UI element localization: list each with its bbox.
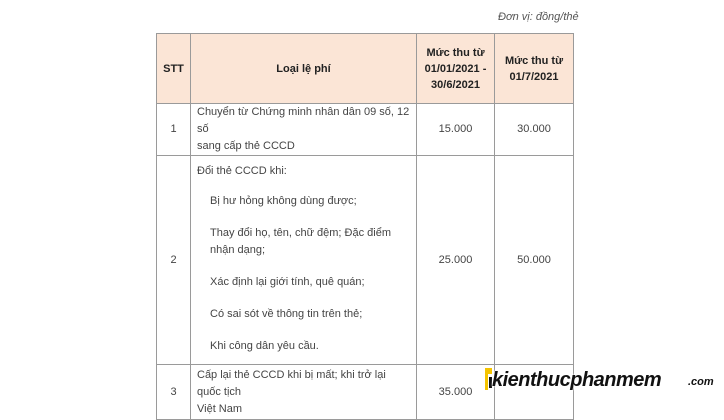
- cell-desc-line: sang cấp thẻ CCCD: [197, 140, 295, 152]
- logo-domain: .com: [688, 376, 714, 388]
- table-row: [157, 104, 574, 156]
- watermark-logo: [483, 368, 723, 392]
- header-rate-2021-h1: [417, 34, 495, 104]
- cell-intro: Đổi thẻ CCCD khi:: [197, 165, 287, 177]
- fee-table: [156, 33, 574, 420]
- cell-stt: 3: [157, 365, 191, 420]
- list-item: Bị hư hỏng không dùng được;: [210, 195, 357, 207]
- table-header-row: [157, 34, 574, 104]
- cell-desc-line: Chuyển từ Chứng minh nhân dân 09 số, 12 số: [197, 106, 410, 135]
- logo-wordmark: kienthucphanmem: [492, 369, 662, 391]
- cell-fee-type: [191, 365, 417, 420]
- header-stt: STT: [157, 34, 191, 104]
- cell-fee-h1: 15.000: [417, 104, 495, 156]
- header-rate-h1-line2: 01/01/2021 -: [424, 62, 487, 75]
- header-rate-h1-line3: 30/6/2021: [431, 78, 480, 91]
- unit-note: Đơn vị: đồng/thẻ: [498, 11, 579, 23]
- header-rate-h1-line1: Mức thu từ: [426, 46, 485, 59]
- cell-fee-h1: 25.000: [417, 156, 495, 365]
- cell-fee-type: [191, 104, 417, 156]
- cell-fee-h1: 35.000: [417, 365, 495, 420]
- condition-list: [197, 193, 410, 355]
- cell-fee-h2: 50.000: [495, 156, 574, 365]
- header-rate-2021-h2: [495, 34, 574, 104]
- table-row: [157, 156, 574, 365]
- list-item: Xác định lại giới tính, quê quán;: [210, 276, 365, 288]
- header-rate-h2-line2: 01/7/2021: [509, 70, 559, 83]
- list-item: Có sai sót về thông tin trên thẻ;: [210, 308, 363, 320]
- cell-fee-type: [191, 156, 417, 365]
- cell-stt: 1: [157, 104, 191, 156]
- list-item: Khi công dân yêu cầu.: [210, 340, 319, 352]
- cell-desc-line: Cấp lại thẻ CCCD khi bị mất; khi trở lại quốc tịch: [197, 368, 386, 398]
- header-fee-type: Loại lệ phí: [191, 34, 417, 104]
- list-item: Thay đổi họ, tên, chữ đệm; Đặc điểm nhận dạng;: [210, 227, 392, 256]
- cell-stt: 2: [157, 156, 191, 365]
- cell-desc-line: Việt Nam: [197, 402, 243, 415]
- cell-fee-h2: 30.000: [495, 104, 574, 156]
- header-rate-h2-line1: Mức thu từ: [504, 54, 564, 67]
